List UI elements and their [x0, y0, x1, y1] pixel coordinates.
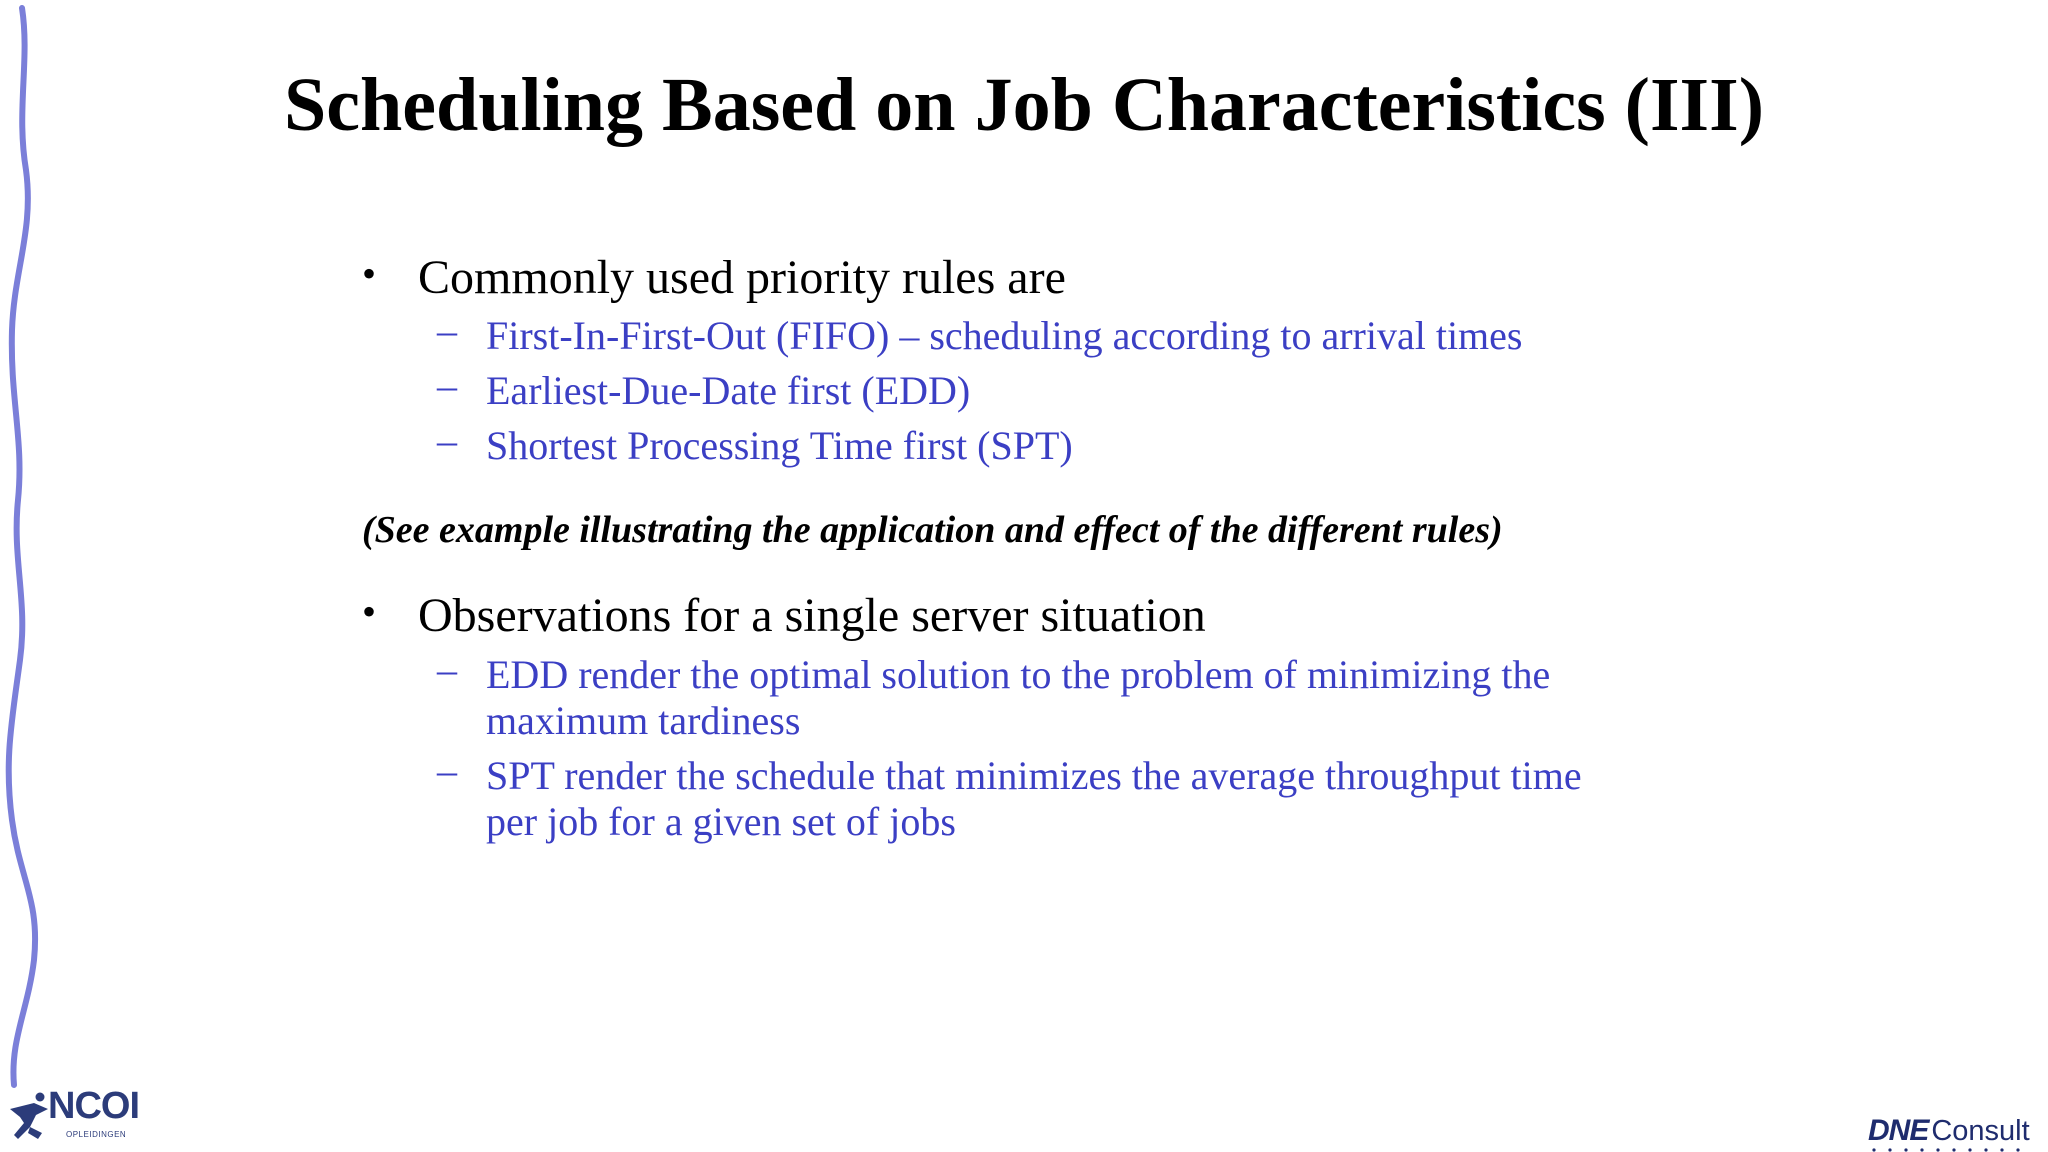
decorative-wave-line — [0, 0, 60, 1100]
sub-bullet-line: maximum tardiness — [486, 698, 801, 743]
bullet-text: Observations for a single server situation — [418, 589, 1206, 642]
sub-bullet-text: Shortest Processing Time first (SPT) — [486, 423, 1073, 468]
ncoi-subtitle: OPLEIDINGEN — [66, 1130, 127, 1139]
dne-consult-logo — [1868, 1114, 2030, 1150]
sub-bullet-line: EDD render the optimal solution to the problem of minimizing the — [486, 652, 1551, 697]
ncoi-wordmark: NCOI — [48, 1085, 139, 1127]
sub-bullet-line: per job for a given set of jobs — [486, 799, 956, 844]
sub-bullet-marker: – — [437, 418, 457, 463]
sub-bullet-marker: – — [437, 308, 457, 353]
sub-bullet-text — [486, 652, 1550, 744]
example-note: (See example illustrating the application and effect of the different rules) — [362, 509, 1503, 551]
sub-bullet-marker: – — [437, 363, 457, 408]
bullet-text: Commonly used priority rules are — [418, 251, 1066, 304]
bullet-marker: • — [362, 589, 377, 634]
slide-title: Scheduling Based on Job Characteristics (III) — [284, 63, 1764, 147]
sub-bullet-text: Earliest-Due-Date first (EDD) — [486, 368, 971, 413]
dne-dots-decoration — [1872, 1148, 2022, 1152]
sub-bullet-marker: – — [437, 647, 457, 692]
ncoi-logo — [4, 1083, 139, 1151]
sub-bullet-marker: – — [437, 748, 457, 793]
sub-bullet-text: First-In-First-Out (FIFO) – scheduling according to arrival times — [486, 313, 1523, 358]
dne-mark: DNE — [1868, 1114, 1929, 1147]
sub-bullet-text — [486, 753, 1582, 845]
sub-bullet-line: SPT render the schedule that minimizes the average throughput time — [486, 753, 1582, 798]
dne-consult-word: Consult — [1931, 1115, 2030, 1147]
bullet-marker: • — [362, 251, 377, 296]
